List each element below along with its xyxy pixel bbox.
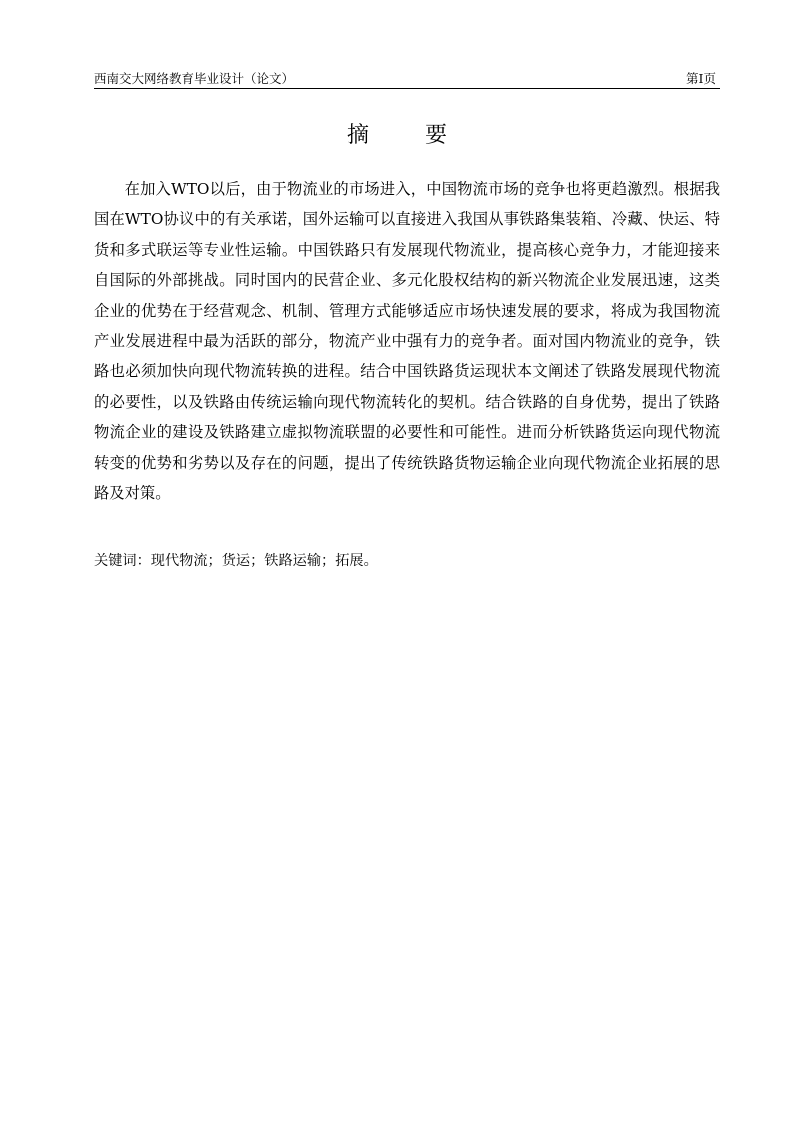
abstract-title — [0, 120, 794, 152]
page-number: 第I页 — [686, 71, 716, 86]
header-title: 西南交大网络教育毕业设计（论文） — [94, 71, 295, 86]
keywords-line: 关键词：现代物流；货运；铁路运输；拓展。 — [94, 553, 378, 569]
abstract-title-char-2: 要 — [425, 123, 448, 148]
abstract-title-char-1: 摘 — [346, 123, 369, 148]
abstract-paragraph: 在加入WTO以后，由于物流业的市场进入，中国物流市场的竞争也将更趋激烈。根据我国在WTO协议中的有关承诺，国外运输可以直接进入我国从事铁路集装箱、冷藏、快运、特货和多式联运等专业性运输。中国铁路只有发展现代物流业，提高核心竞争力，才能迎接来自国际的外部挑战。同时国内的民营企业、多元化股权结构的新兴物流企业发展迅速，这类企业的优势在于经营观念、机制、管理方式能够适应市场快速发展的要求，将成为我国物流产业发展进程中最为活跃的部分，物流产业中强有力的竞争者。面对国内物流业的竞争，铁路也必须加快向现代物流转换的进程。结合中国铁路货运现状本文阐述了铁路发展现代物流的必要性，以及铁路由传统运输向现代物流转化的契机。结合铁路的自身优势，提出了铁路物流企业的建设及铁路建立虚拟物流联盟的必要性和可能性。进而分析铁路货运向现代物流转变的优势和劣势以及存在的问题，提出了传统铁路货物运输企业向现代物流企业拓展的思路及对策。 — [94, 180, 720, 503]
page-header — [94, 70, 720, 89]
